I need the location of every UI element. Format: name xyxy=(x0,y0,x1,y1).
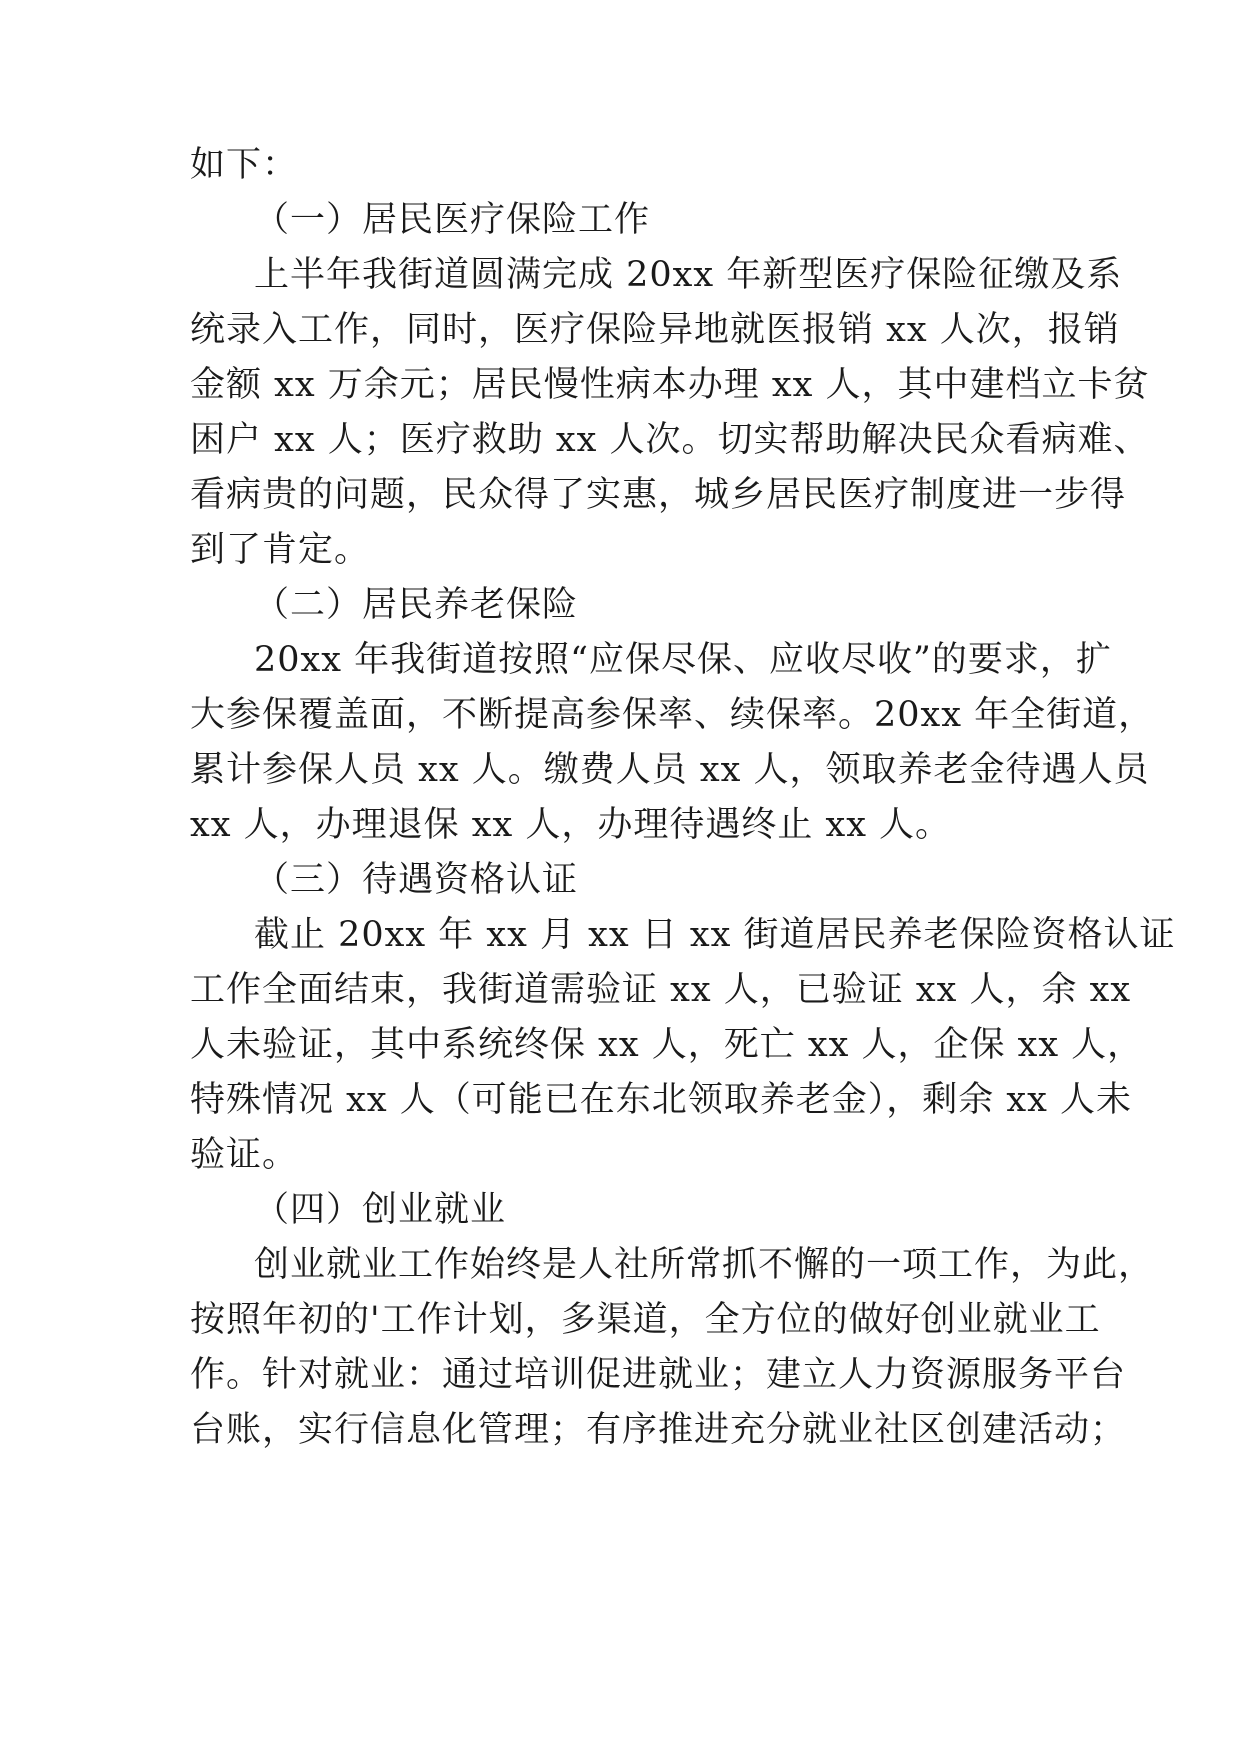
text-line: 人未验证，其中系统终保 xx 人，死亡 xx 人，企保 xx 人， xyxy=(190,1025,1144,1065)
section-heading-2: （二）居民养老保险 xyxy=(254,585,579,625)
text-line: 如下： xyxy=(190,145,299,185)
section-heading-4: （四）创业就业 xyxy=(254,1190,507,1230)
text-line: 20xx 年我街道按照“应保尽保、应收尽收”的要求，扩 xyxy=(254,640,1112,680)
text-line: 台账，实行信息化管理；有序推进充分就业社区创建活动； xyxy=(190,1410,1127,1450)
text-line: 上半年我街道圆满完成 20xx 年新型医疗保险征缴及系 xyxy=(254,255,1123,295)
text-line: 工作全面结束，我街道需验证 xx 人，已验证 xx 人，余 xx xyxy=(190,970,1132,1010)
text-line: xx 人，办理退保 xx 人，办理待遇终止 xx 人。 xyxy=(190,805,952,845)
text-line: 验证。 xyxy=(190,1135,299,1175)
text-line: 到了肯定。 xyxy=(190,530,371,570)
text-line: 困户 xx 人；医疗救助 xx 人次。切实帮助解决民众看病难、 xyxy=(190,420,1150,460)
text-line: 大参保覆盖面，不断提高参保率、续保率。20xx 年全街道， xyxy=(190,695,1155,735)
section-heading-1: （一）居民医疗保险工作 xyxy=(254,200,651,240)
text-line: 累计参保人员 xx 人。缴费人员 xx 人，领取养老金待遇人员 xyxy=(190,750,1150,790)
section-heading-3: （三）待遇资格认证 xyxy=(254,860,579,900)
text-line: 创业就业工作始终是人社所常抓不懈的一项工作，为此， xyxy=(254,1245,1155,1285)
text-line: 作。针对就业：通过培训促进就业；建立人力资源服务平台 xyxy=(190,1355,1127,1395)
text-line: 截止 20xx 年 xx 月 xx 日 xx 街道居民养老保险资格认证 xyxy=(254,915,1176,955)
text-line: 金额 xx 万余元；居民慢性病本办理 xx 人，其中建档立卡贫 xyxy=(190,365,1150,405)
text-line: 按照年初的'工作计划，多渠道，全方位的做好创业就业工 xyxy=(190,1300,1101,1340)
text-line: 特殊情况 xx 人（可能已在东北领取养老金），剩余 xx 人未 xyxy=(190,1080,1132,1120)
text-line: 看病贵的问题，民众得了实惠，城乡居民医疗制度进一步得 xyxy=(190,475,1127,515)
text-line: 统录入工作，同时，医疗保险异地就医报销 xx 人次，报销 xyxy=(190,310,1120,350)
